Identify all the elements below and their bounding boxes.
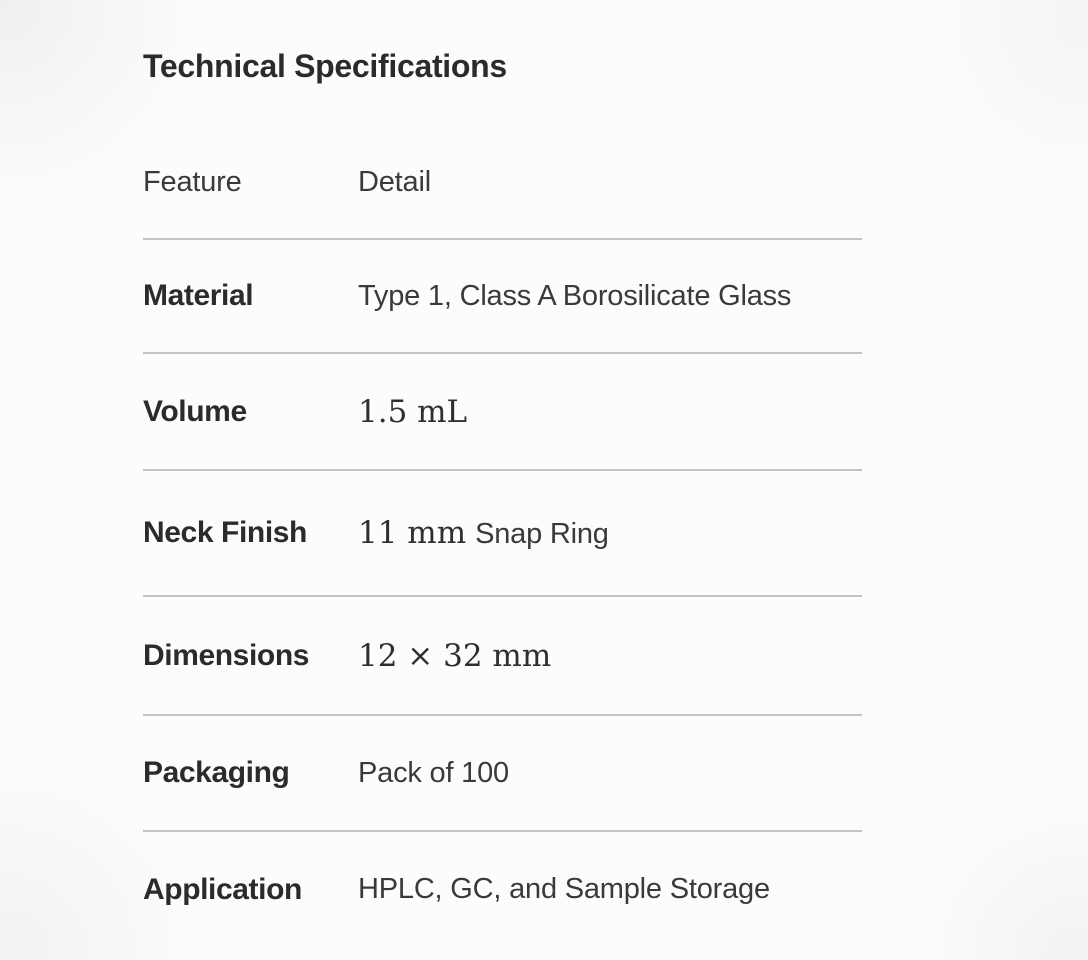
table-row	[143, 597, 862, 716]
detail-value-serif: 11 mm	[358, 515, 467, 551]
section-title: Technical Specifications	[143, 48, 507, 84]
detail-value	[358, 638, 862, 674]
table-header-row	[143, 126, 862, 240]
detail-value	[358, 394, 862, 430]
detail-value	[358, 873, 862, 906]
spec-table	[143, 126, 862, 947]
detail-value-serif: 1.5 mL	[358, 393, 468, 430]
detail-value-sans: Snap Ring	[475, 518, 609, 550]
feature-label: Packaging	[143, 756, 290, 789]
feature-label: Neck Finish	[143, 516, 307, 549]
detail-value	[358, 280, 862, 313]
table-row	[143, 240, 862, 354]
detail-value-serif: 12 × 32 mm	[358, 637, 552, 674]
table-row	[143, 471, 862, 597]
column-header-detail: Detail	[358, 165, 431, 198]
column-header-feature: Feature	[143, 165, 242, 198]
detail-value	[358, 515, 862, 551]
table-row	[143, 354, 862, 471]
detail-value-sans: HPLC, GC, and Sample Storage	[358, 873, 770, 905]
feature-label: Material	[143, 279, 254, 312]
feature-label: Application	[143, 872, 302, 906]
detail-value	[358, 757, 862, 790]
table-row	[143, 832, 862, 947]
feature-label: Volume	[143, 394, 247, 428]
feature-label: Dimensions	[143, 638, 310, 672]
table-row	[143, 716, 862, 832]
detail-value-sans: Type 1, Class A Borosilicate Glass	[358, 279, 792, 312]
detail-value-sans: Pack of 100	[358, 756, 509, 789]
